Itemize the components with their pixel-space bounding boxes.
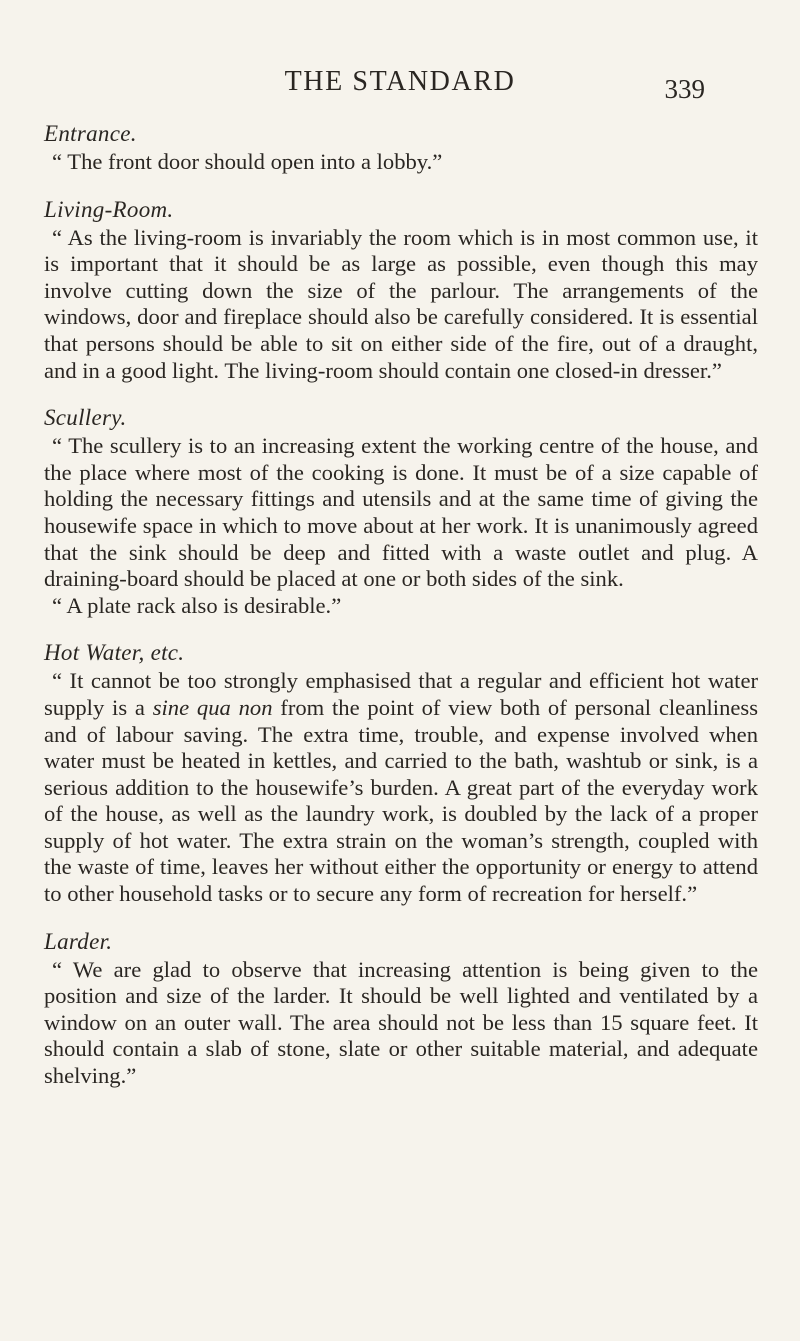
paragraph-hot-water bbox=[44, 668, 758, 907]
section-heading-living-room: Living-Room. bbox=[44, 196, 174, 222]
section-heading-scullery: Scullery. bbox=[44, 405, 127, 431]
paragraph-scullery-2: “ A plate rack also is desirable.” bbox=[52, 592, 342, 618]
section-heading-hot-water: Hot Water, etc. bbox=[44, 640, 185, 666]
paragraph-living-room: “ As the living-room is invariably the room which is in most common use, it is important that it should be as large as possible, even though this may involve cutting down the size of the parlour. The arrangements of the windows, door and fireplace should also be carefully considered. It is essential that persons should be able to sit on either side of the fire, out of a draught, and in a good light. The living-room should contain one closed-in dresser.” bbox=[44, 224, 758, 383]
section-scullery bbox=[44, 402, 758, 619]
section-hot-water bbox=[44, 637, 758, 907]
section-larder bbox=[44, 926, 758, 1090]
latin-phrase: sine qua non bbox=[152, 694, 273, 720]
body-text bbox=[44, 118, 758, 1090]
text-run: “ It cannot be too strongly emphasised that a regular and efficient hot water supply is a bbox=[44, 668, 758, 720]
section-living-room bbox=[44, 194, 758, 385]
paragraph-scullery-1: “ The scullery is to an increasing extent the working centre of the house, and the place where most of the cooking is done. It must be of a size capable of holding the necessary fittings and utensils and at the same time of giving the housewife space in which to move about at her work. It is unanimously agreed that the sink should be deep and fitted with a waste outlet and plug. A draining-board should be placed at one or both sides of the sink. bbox=[44, 433, 758, 592]
section-heading-entrance: Entrance. bbox=[44, 121, 137, 146]
section-heading-larder: Larder. bbox=[44, 928, 113, 954]
section-entrance bbox=[44, 118, 758, 176]
page-number: 339 bbox=[664, 74, 705, 104]
running-head bbox=[0, 64, 800, 104]
running-title: THE STANDARD bbox=[284, 66, 516, 97]
text-run: from the point of view both of personal cleanliness and of labour saving. The extra time, trouble, and expense involved when water must be heated in kettles, and carried to the bath, washtub or sink, is a serious addition to the housewife’s burden. A great part of the everyday work of the house, as well as the laundry work, is doubled by the lack of a proper supply of hot water. The extra strain on the woman’s strength, coupled with the waste of time, leaves her without either the opportunity or energy to attend to other household tasks or to secure any form of recreation for herself.” bbox=[44, 694, 758, 907]
paragraph-larder: “ We are glad to observe that increasing attention is being given to the position and size of the larder. It should be well lighted and ventilated by a window on an outer wall. The area should not be less than 15 square feet. It should contain a slab of stone, slate or other suitable material, and adequate shelving.” bbox=[44, 956, 758, 1089]
paragraph-entrance: “ The front door should open into a lobby.” bbox=[52, 149, 443, 174]
